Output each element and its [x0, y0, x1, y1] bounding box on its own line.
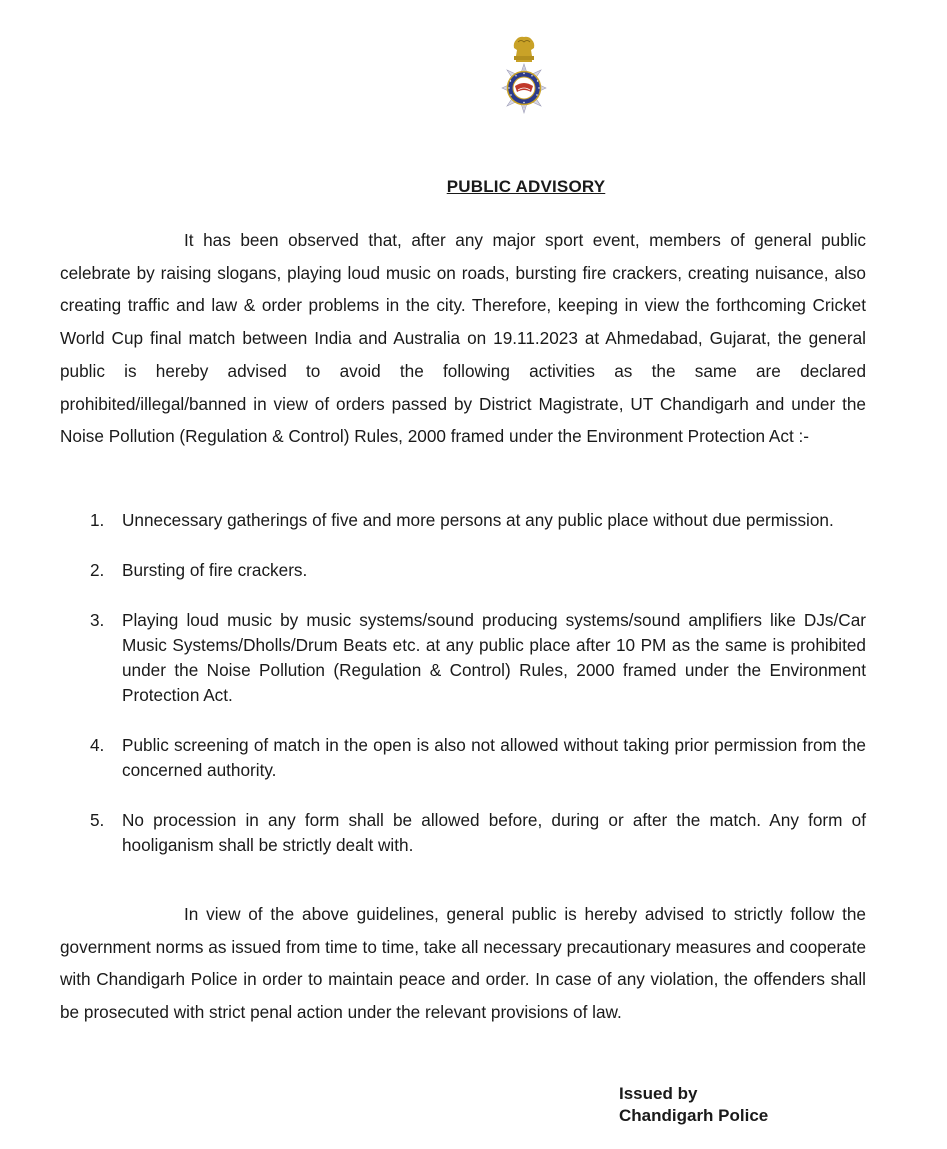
- list-item-number: 1.: [90, 510, 105, 530]
- list-item-text: Playing loud music by music systems/sound producing systems/sound amplifiers like DJs/Car Music Systems/Dholls/Drum Beats etc. at any public place after 10 PM as the same is prohibited under the Noise Pollution (Regulation & Control) Rules, 2000 framed under the Environment Protection Act.: [122, 610, 866, 705]
- list-item-number: 5.: [90, 810, 105, 830]
- list-item: [60, 808, 866, 858]
- intro-paragraph: It has been observed that, after any major sport event, members of general public celebrate by raising slogans, playing loud music on roads, bursting fire crackers, creating nuisance, also creating traffic and law & order problems in the city. Therefore, keeping in view the forthcoming Cricket World Cup final match between India and Australia on 19.11.2023 at Ahmedabad, Gujarat, the general public is hereby advised to avoid the following activities as the same are declared prohibited/illegal/banned in view of orders passed by District Magistrate, UT Chandigarh and under the Noise Pollution (Regulation & Control) Rules, 2000 framed under the Environment Protection Act :-: [60, 230, 866, 447]
- list-item: [60, 508, 866, 533]
- prohibited-activities-list: [60, 508, 866, 858]
- signature-issued-by: Issued by: [619, 1084, 698, 1103]
- list-item-text: No procession in any form shall be allowed before, during or after the match. Any form of hooliganism shall be strictly dealt with.: [122, 810, 866, 855]
- list-item: [60, 558, 866, 583]
- list-item-text: Unnecessary gatherings of five and more persons at any public place without due permission.: [122, 510, 834, 530]
- page-title: PUBLIC ADVISORY: [446, 177, 606, 196]
- list-item-text: Bursting of fire crackers.: [122, 560, 308, 580]
- chandigarh-police-emblem-icon: [483, 36, 565, 140]
- signature-block: [619, 1083, 768, 1127]
- closing-paragraph: In view of the above guidelines, general public is hereby advised to strictly follow the government norms as issued from time to time, take all necessary precautionary measures and cooperate with Chandigarh Police in order to maintain peace and order. In case of any violation, the offenders shall be prosecuted with strict penal action under the relevant provisions of law.: [60, 904, 866, 1023]
- list-item: [60, 608, 866, 708]
- signature-authority: Chandigarh Police: [619, 1106, 769, 1125]
- list-item: [60, 733, 866, 783]
- list-item-number: 2.: [90, 560, 105, 580]
- ashoka-lion-capital-icon: [514, 37, 535, 62]
- list-item-text: Public screening of match in the open is also not allowed without taking prior permission from the concerned authority.: [122, 735, 866, 780]
- list-item-number: 4.: [90, 735, 105, 755]
- list-item-number: 3.: [90, 610, 105, 630]
